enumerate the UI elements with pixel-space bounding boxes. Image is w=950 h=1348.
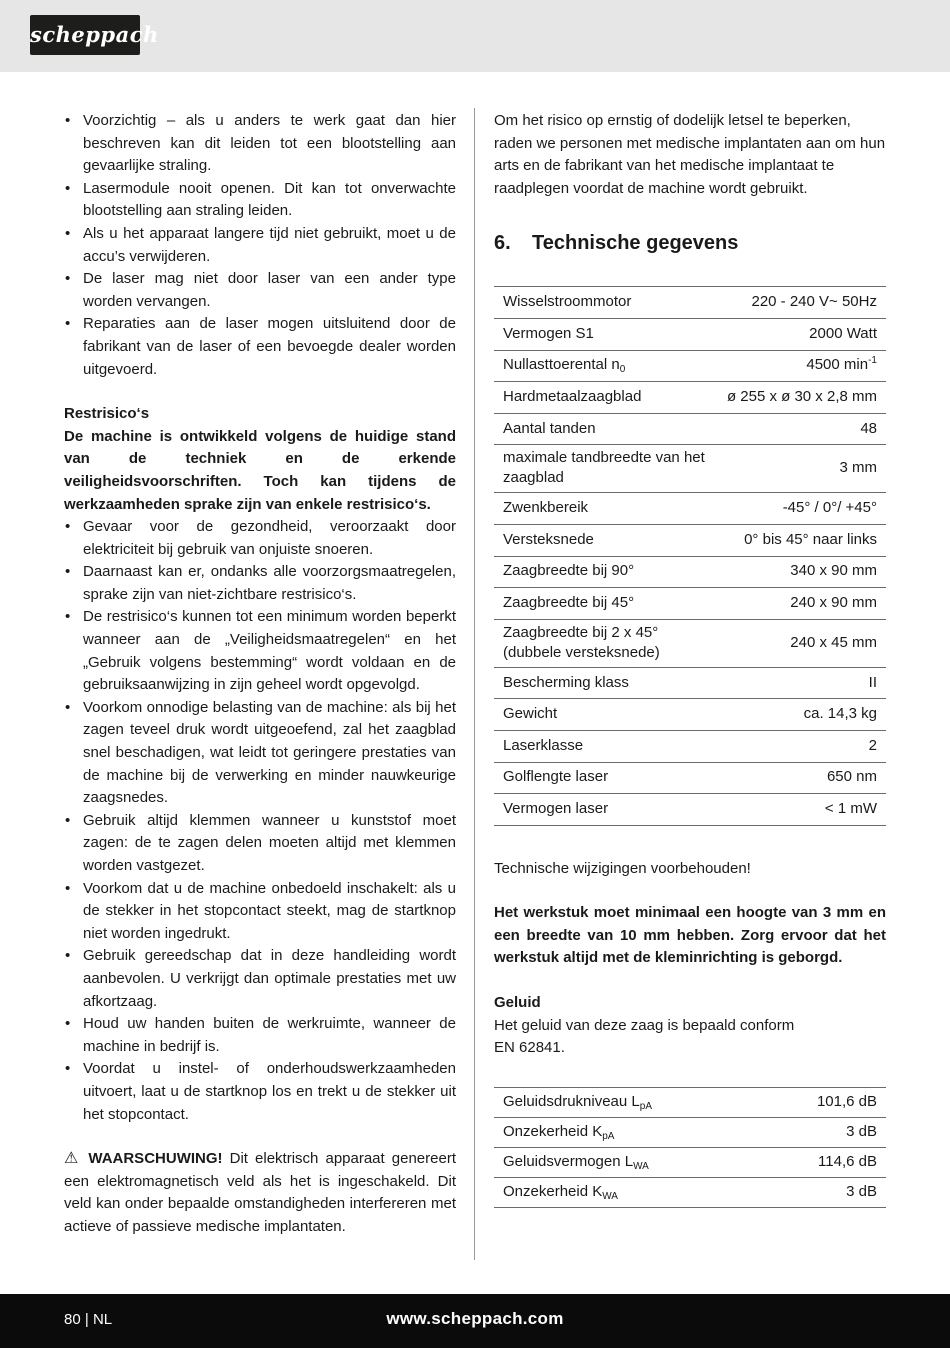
noise-value: 101,6 dB: [761, 1087, 886, 1117]
list-item: • Reparaties aan de laser mogen uitsluitend door de fabrikant van de laser of een bevoegde dealer worden uitgevoerd.: [64, 313, 456, 381]
spec-label: Zaagbreedte bij 45°: [494, 588, 718, 620]
table-row: [494, 318, 886, 350]
column-divider: [474, 108, 475, 1260]
spec-value: 48: [718, 413, 886, 445]
table-row: [494, 730, 886, 762]
spec-label: Gewicht: [494, 699, 718, 731]
list-item: • Voordat u instel- of onderhoudswerkzaamheden uitvoert, laat u de startknop los en trekt u de stekker uit het stopcontact.: [64, 1058, 456, 1126]
spec-label: Zaagbreedte bij 2 x 45° (dubbele versteksnede): [494, 619, 718, 667]
spec-value: < 1 mW: [718, 794, 886, 826]
tech-changes-note: Technische wijzigingen voorbehouden!: [494, 859, 751, 877]
spec-value: ø 255 x ø 30 x 2,8 mm: [718, 382, 886, 414]
list-item: • De restrisico‘s kunnen tot een minimum worden beperkt wanneer aan de „Veiligheidsmaatregelen“ en het „Gebruik volgens bestemming“ wordt voldaan en de gebruiksaanwijzing in zijn geheel wordt opgevolgd.: [64, 606, 456, 696]
page-footer: [0, 1294, 950, 1348]
section-title: Technische gegevens: [532, 232, 739, 255]
spec-label: Laserklasse: [494, 730, 718, 762]
table-row: [494, 1147, 886, 1177]
spec-value: 220 - 240 V~ 50Hz: [718, 287, 886, 319]
spec-value: -45° / 0°/ +45°: [718, 493, 886, 525]
noise-value: 114,6 dB: [761, 1147, 886, 1177]
table-row: [494, 619, 886, 667]
noise-label: Geluidsdrukniveau $L_{pA}$: [494, 1087, 761, 1117]
list-item: • Gebruik gereedschap dat in deze handleiding wordt aanbevolen. U verkrijgt dan optimale prestaties met uw afkortzaag.: [64, 945, 456, 1013]
table-row: [494, 350, 886, 382]
list-item: • Houd uw handen buiten de werkruimte, wanneer de machine in bedrijf is.: [64, 1013, 456, 1058]
noise-label: Onzekerheid $K_{pA}$: [494, 1117, 761, 1147]
emf-warning: [64, 1148, 456, 1238]
table-row: [494, 762, 886, 794]
spec-label: Zwenkbereik: [494, 493, 718, 525]
list-item: • Als u het apparaat langere tijd niet gebruikt, moet u de accu’s verwijderen.: [64, 223, 456, 268]
table-row: [494, 287, 886, 319]
spec-value: 4500 $\min^{-1}$: [718, 350, 886, 382]
warning-label: WAARSCHUWING!: [88, 1150, 223, 1168]
spec-label: Aantal tanden: [494, 413, 718, 445]
page-number: 80 | NL: [64, 1311, 113, 1328]
spec-value: II: [718, 667, 886, 699]
spec-value: 240 x 45 mm: [718, 619, 886, 667]
table-row: [494, 524, 886, 556]
spec-label: Bescherming klass: [494, 667, 718, 699]
scheppach-logo: scheppach: [30, 15, 140, 55]
list-item: • Lasermodule nooit openen. Dit kan tot onverwachte blootstelling aan straling leiden.: [64, 178, 456, 223]
noise-table: [494, 1087, 886, 1208]
noise-value: 3 dB: [761, 1177, 886, 1207]
spec-label: Golflengte laser: [494, 762, 718, 794]
warning-triangle-icon: ⚠: [64, 1150, 82, 1168]
table-row: [494, 588, 886, 620]
spec-value: 340 x 90 mm: [718, 556, 886, 588]
section-heading: [494, 230, 886, 256]
spec-label: Zaagbreedte bij 90°: [494, 556, 718, 588]
table-row: [494, 382, 886, 414]
implant-paragraph: Om het risico op ernstig of dodelijk letsel te beperken, raden we personen met medische implantaten aan om hun arts en de fabrikant van het medische implantaat te raadplegen voordat de machine wordt gebruikt.: [494, 112, 886, 197]
right-column: [494, 110, 886, 1208]
spec-value: 240 x 90 mm: [718, 588, 886, 620]
spec-value: 3 mm: [718, 445, 886, 493]
spec-label: Nullasttoerental $n_0$: [494, 350, 718, 382]
table-row: [494, 493, 886, 525]
table-row: [494, 413, 886, 445]
spec-label: Wisselstroommotor: [494, 287, 718, 319]
list-item: • De laser mag niet door laser van een ander type worden vervangen.: [64, 268, 456, 313]
section-number: 6.: [494, 232, 511, 255]
noise-line: Het geluid van deze zaag is bepaald conform: [494, 1016, 795, 1034]
risk-list: [64, 516, 456, 1126]
spec-value: 0° bis 45° naar links: [718, 524, 886, 556]
table-row: [494, 794, 886, 826]
list-item: • Voorkom onnodige belasting van de machine: als bij het zagen teveel druk wordt uitgeoefend, zal het zaagblad snel beschadigen, wat leidt tot geringere prestaties van de machine bij de verwerking en minder nauwkeurige zaagsnedes.: [64, 697, 456, 810]
tech-specs-table: [494, 286, 886, 825]
list-item: • Voorzichtig – als u anders te werk gaat dan hier beschreven kan dit leiden tot een blootstelling aan gevaarlijke straling.: [64, 110, 456, 178]
risk-heading: Restrisico‘s: [64, 405, 150, 423]
table-row: [494, 556, 886, 588]
table-row: [494, 1087, 886, 1117]
list-item: • Gevaar voor de gezondheid, veroorzaakt door elektriciteit bij gebruik van onjuiste snoeren.: [64, 516, 456, 561]
table-row: [494, 699, 886, 731]
spec-label: maximale tandbreedte van het zaagblad: [494, 445, 718, 493]
list-item: • Voorkom dat u de machine onbedoeld inschakelt: als u de stekker in het stopcontact steekt, mag de startknop niet worden ingedrukt.: [64, 878, 456, 946]
left-column: [64, 110, 456, 1239]
workpiece-note: Het werkstuk moet minimaal een hoogte van 3 mm en een breedte van 10 mm hebben. Zorg ervoor dat het werkstuk altijd met de kleminrichting is geborgd.: [494, 904, 886, 967]
list-item: • Gebruik altijd klemmen wanneer u kunststof moet zagen: de te zagen delen moeten altijd met klemmen worden vastgezet.: [64, 810, 456, 878]
noise-value: 3 dB: [761, 1117, 886, 1147]
table-row: [494, 1177, 886, 1207]
website-url: www.scheppach.com: [386, 1309, 564, 1328]
noise-standard: EN 62841.: [494, 1039, 565, 1057]
laser-safety-list: [64, 110, 456, 381]
spec-label: Vermogen S1: [494, 318, 718, 350]
table-row: [494, 667, 886, 699]
spec-label: Versteksnede: [494, 524, 718, 556]
spec-value: ca. 14,3 kg: [718, 699, 886, 731]
noise-label: Geluidsvermogen $L_{WA}$: [494, 1147, 761, 1177]
warning-text: Dit elektrisch apparaat genereert een elektromagnetisch veld als het is ingeschakeld. Dit veld kan onder bepaalde omstandigheden interfereren met actieve of passieve medische implantaten.: [64, 1150, 456, 1235]
spec-value: 2000 Watt: [718, 318, 886, 350]
spec-label: Hardmetaalzaagblad: [494, 382, 718, 414]
list-item: • Daarnaast kan er, ondanks alle voorzorgsmaatregelen, sprake zijn van niet-zichtbare restrisico‘s.: [64, 561, 456, 606]
spec-label: Vermogen laser: [494, 794, 718, 826]
page-header: [0, 0, 950, 72]
noise-heading: Geluid: [494, 994, 541, 1012]
table-row: [494, 445, 886, 493]
risk-intro: De machine is ontwikkeld volgens de huidige stand van de techniek en de erkende veiligheidsvoorschriften. Toch kan tijdens de werkzaamheden sprake zijn van enkele restrisico‘s.: [64, 427, 456, 513]
table-row: [494, 1117, 886, 1147]
spec-value: 2: [718, 730, 886, 762]
noise-label: Onzekerheid $K_{WA}$: [494, 1177, 761, 1207]
spec-value: 650 nm: [718, 762, 886, 794]
